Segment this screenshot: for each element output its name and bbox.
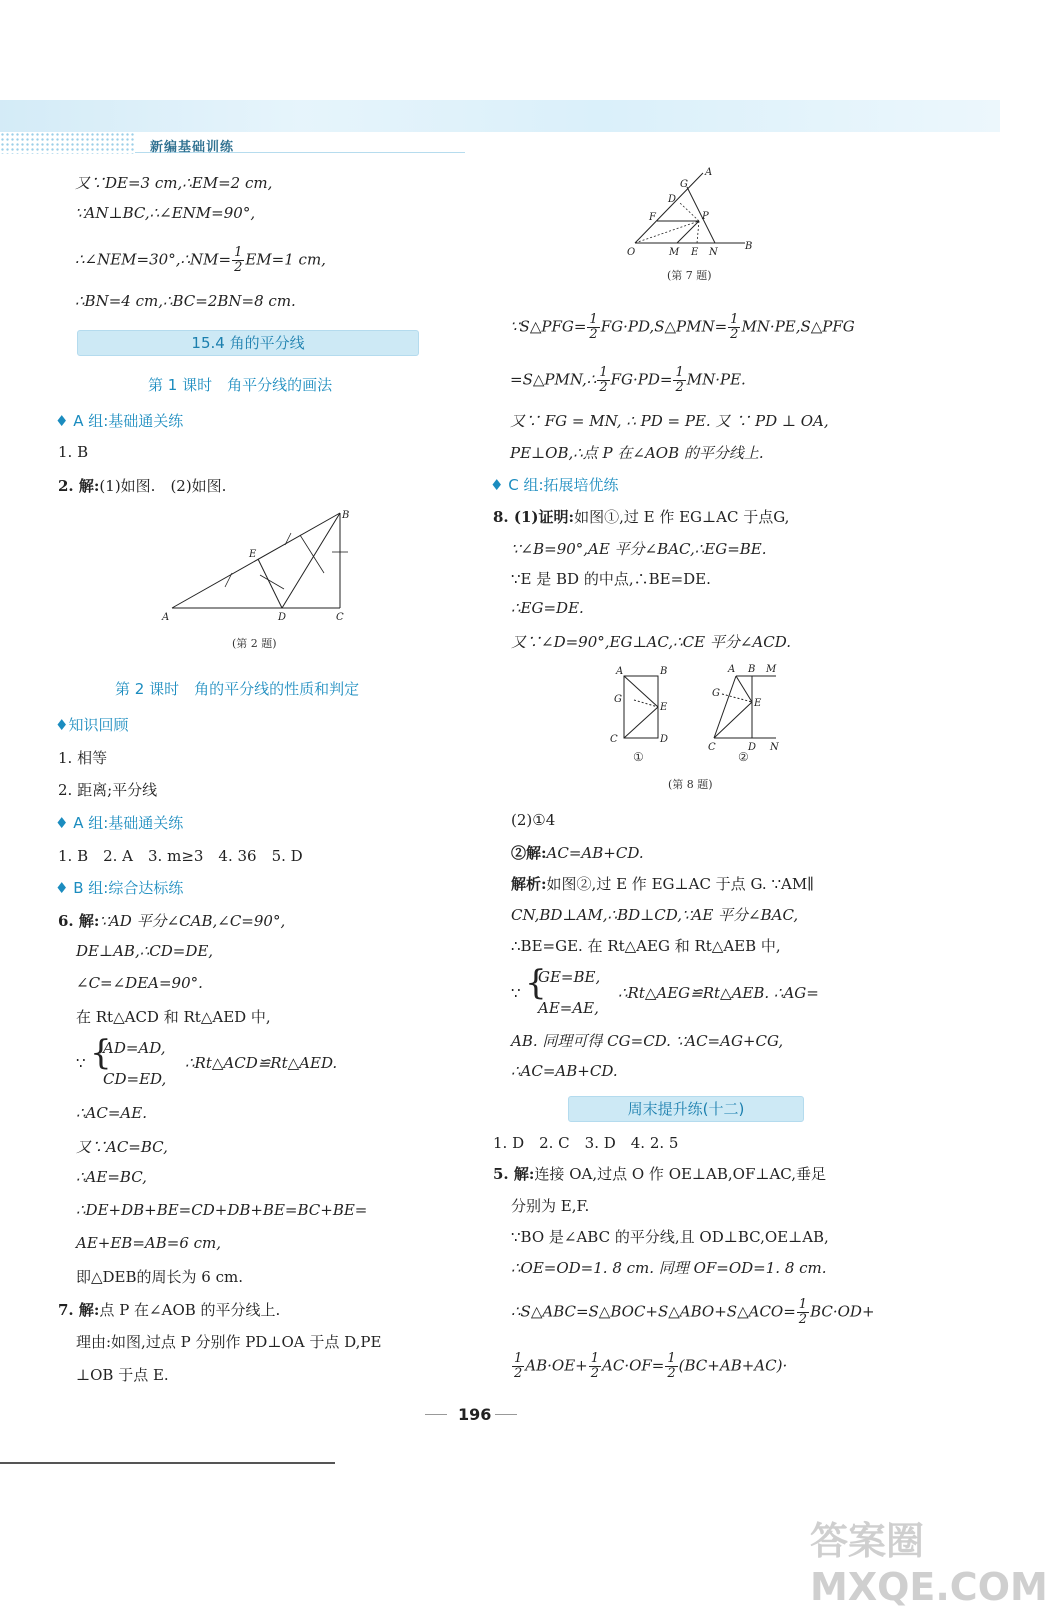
svg-text:G: G — [614, 694, 622, 705]
text-line: 又∵AC=BC, — [76, 1138, 168, 1156]
answer-line: 1. B — [58, 443, 89, 461]
text-line: 又∵DE=3 cm,∴EM=2 cm, — [75, 174, 273, 192]
svg-text:P: P — [702, 211, 709, 222]
svg-text:G: G — [712, 688, 720, 699]
header-band — [0, 100, 1000, 132]
svg-text:D: D — [278, 612, 287, 623]
svg-text:G: G — [680, 179, 688, 190]
text-line: 在 Rt△ACD 和 Rt△AED 中, — [76, 1008, 271, 1026]
text-line: ∴AE=BC, — [76, 1168, 147, 1186]
svg-text:C: C — [336, 612, 344, 623]
svg-text:F: F — [649, 212, 656, 223]
brace: { — [90, 1033, 112, 1073]
svg-text:D: D — [748, 742, 757, 753]
figure-caption: (第 7 题) — [667, 269, 712, 282]
text-line: ∴∠NEM=30°,∴NM= $\frac{1}{2}$ EM=1 cm, — [75, 245, 326, 275]
figure-q7 — [625, 165, 765, 263]
figure-label: ① — [633, 750, 644, 764]
footer-rule — [0, 1462, 335, 1464]
text-line: ∵ — [76, 1054, 86, 1072]
svg-text:C: C — [610, 734, 618, 745]
group-heading: ♦ A 组:基础通关练 — [55, 814, 184, 832]
watermark: 答案圈 MXQE.COM — [810, 1519, 1048, 1609]
answer-line: 1. B 2. A 3. m≥3 4. 36 5. D — [58, 847, 303, 865]
text-line: ∴OE=OD=1. 8 cm. 同理 OF=OD=1. 8 cm. — [511, 1259, 827, 1277]
text-line: 又∵ FG = MN, ∴ PD = PE. 又 ∵ PD ⊥ OA, — [510, 412, 829, 430]
brace: { — [525, 963, 547, 1003]
svg-text:E: E — [754, 698, 762, 709]
svg-text:M: M — [669, 247, 680, 258]
group-heading: ♦知识回顾 — [55, 716, 129, 734]
answer-line: 2. 距离;平分线 — [58, 781, 158, 799]
group-heading: ♦ A 组:基础通关练 — [55, 412, 184, 430]
svg-text:N: N — [770, 742, 779, 753]
text-line: CD=ED, — [103, 1070, 167, 1088]
text-line: AB. 同理可得 CG=CD. ∵AC=AG+CG, — [511, 1032, 784, 1050]
figure-q2 — [160, 505, 360, 625]
text-line: 分别为 E,F. — [511, 1197, 590, 1215]
svg-text:C: C — [708, 742, 716, 753]
page-number-dash — [425, 1414, 447, 1415]
answer-line: 8. (1)证明:如图①,过 E 作 EG⊥AC 于点G, — [493, 508, 790, 526]
text-line: 又∵∠D=90°,EG⊥AC,∴CE 平分∠ACD. — [511, 633, 791, 651]
section-title: 15.4 角的平分线 — [77, 330, 419, 356]
text-line: ∵BO 是∠ABC 的平分线,且 OD⊥BC,OE⊥AB, — [511, 1228, 829, 1246]
svg-text:B: B — [660, 666, 668, 677]
svg-text:O: O — [627, 247, 636, 258]
section-title: 周末提升练(十二) — [568, 1096, 804, 1122]
page-number-dash — [495, 1414, 517, 1415]
text-line: ∴Rt△AEG≌Rt△AEB. ∴AG= — [618, 984, 819, 1002]
text-line: DE⊥AB,∴CD=DE, — [76, 942, 214, 960]
svg-text:N: N — [709, 247, 718, 258]
text-line: ∠C=∠DEA=90°. — [76, 974, 203, 992]
svg-text:E: E — [249, 549, 257, 560]
text-line: ∵E 是 BD 的中点,∴BE=DE. — [511, 570, 711, 588]
svg-text:A: A — [728, 664, 736, 675]
answer-line: 7. 解:点 P 在∠AOB 的平分线上. — [58, 1301, 281, 1319]
answer-line: 1. D 2. C 3. D 4. 2. 5 — [493, 1134, 679, 1152]
text-line: 即△DEB的周长为 6 cm. — [76, 1268, 244, 1286]
header-title: 新编基础训练 — [150, 140, 235, 155]
svg-text:B: B — [748, 664, 756, 675]
figure-caption: (第 8 题) — [668, 778, 713, 791]
text-line: AD=AD, — [103, 1039, 166, 1057]
text-line: AE+EB=AB=6 cm, — [76, 1234, 222, 1252]
answer-line: 2. 解:(1)如图. (2)如图. — [58, 477, 227, 495]
text-line: ∵ — [511, 984, 521, 1002]
text-line: ∴Rt△ACD≌Rt△AED. — [185, 1054, 338, 1072]
text-line: (2)①4 — [511, 811, 556, 829]
text-line: ∴DE+DB+BE=CD+DB+BE=BC+BE= — [76, 1201, 368, 1219]
group-heading: ♦ B 组:综合达标练 — [55, 879, 184, 897]
text-line: 解析:如图②,过 E 作 EG⊥AC 于点 G. ∵AM∥ — [511, 875, 815, 893]
text-line: ②解:AC=AB+CD. — [511, 844, 644, 862]
answer-line: 5. 解:连接 OA,过点 O 作 OE⊥AB,OF⊥AC,垂足 — [493, 1165, 827, 1183]
text-line: $\frac{1}{2}$ AB·OE+ $\frac{1}{2}$ AC·OF= $\frac{1}{2}$ (BC+AB+AC)· — [514, 1351, 788, 1381]
svg-text:M: M — [766, 664, 777, 675]
text-line: ∴BN=4 cm,∴BC=2BN=8 cm. — [75, 292, 296, 310]
text-line: 理由:如图,过点 P 分别作 PD⊥OA 于点 D,PE — [76, 1333, 382, 1351]
lesson-title: 第 1 课时 角平分线的画法 — [148, 376, 333, 394]
svg-text:E: E — [691, 247, 699, 258]
figure-caption: (第 2 题) — [232, 637, 277, 650]
text-line: ∵S△PFG= $\frac{1}{2}$ FG·PD,S△PMN= $\frac{1}{2}$ MN·PE,S△PFG — [510, 312, 855, 342]
svg-text:A: A — [616, 666, 624, 677]
text-line: ∴EG=DE. — [511, 599, 584, 617]
text-line: ∵∠B=90°,AE 平分∠BAC,∴EG=BE. — [511, 540, 767, 558]
svg-text:B: B — [745, 241, 753, 252]
svg-text:A: A — [705, 167, 713, 178]
text-line: ∴S△ABC=S△BOC+S△ABO+S△ACO= $\frac{1}{2}$ BC·OD+ — [511, 1297, 875, 1327]
text-line: AE=AE, — [538, 999, 599, 1017]
answer-line: 6. 解:∵AD 平分∠CAB,∠C=90°, — [58, 912, 286, 930]
svg-text:E: E — [660, 702, 668, 713]
page-number: 196 — [458, 1405, 492, 1424]
text-line: ∵AN⊥BC,∴∠ENM=90°, — [75, 204, 256, 222]
svg-text:A: A — [162, 612, 170, 623]
text-line: PE⊥OB,∴点 P 在∠AOB 的平分线上. — [510, 444, 764, 462]
answer-line: 1. 相等 — [58, 749, 108, 767]
group-heading: ♦ C 组:拓展培优练 — [490, 476, 619, 494]
header-dot-pattern — [0, 132, 135, 154]
svg-text:D: D — [660, 734, 669, 745]
figure-q8 — [608, 660, 798, 752]
figure-label: ② — [738, 750, 749, 764]
text-line: ∴AC=AE. — [76, 1104, 147, 1122]
text-line: CN,BD⊥AM,∴BD⊥CD,∵AE 平分∠BAC, — [511, 906, 799, 924]
svg-text:B: B — [342, 510, 350, 521]
text-line: ∴BE=GE. 在 Rt△AEG 和 Rt△AEB 中, — [511, 937, 781, 955]
svg-text:D: D — [668, 194, 677, 205]
text-line: =S△PMN,∴ $\frac{1}{2}$ FG·PD= $\frac{1}{2}$ MN·PE. — [510, 365, 746, 395]
text-line: ∴AC=AB+CD. — [511, 1062, 618, 1080]
text-line: ⊥OB 于点 E. — [76, 1366, 169, 1384]
lesson-title: 第 2 课时 角的平分线的性质和判定 — [115, 680, 360, 698]
text-line: GE=BE, — [538, 968, 601, 986]
